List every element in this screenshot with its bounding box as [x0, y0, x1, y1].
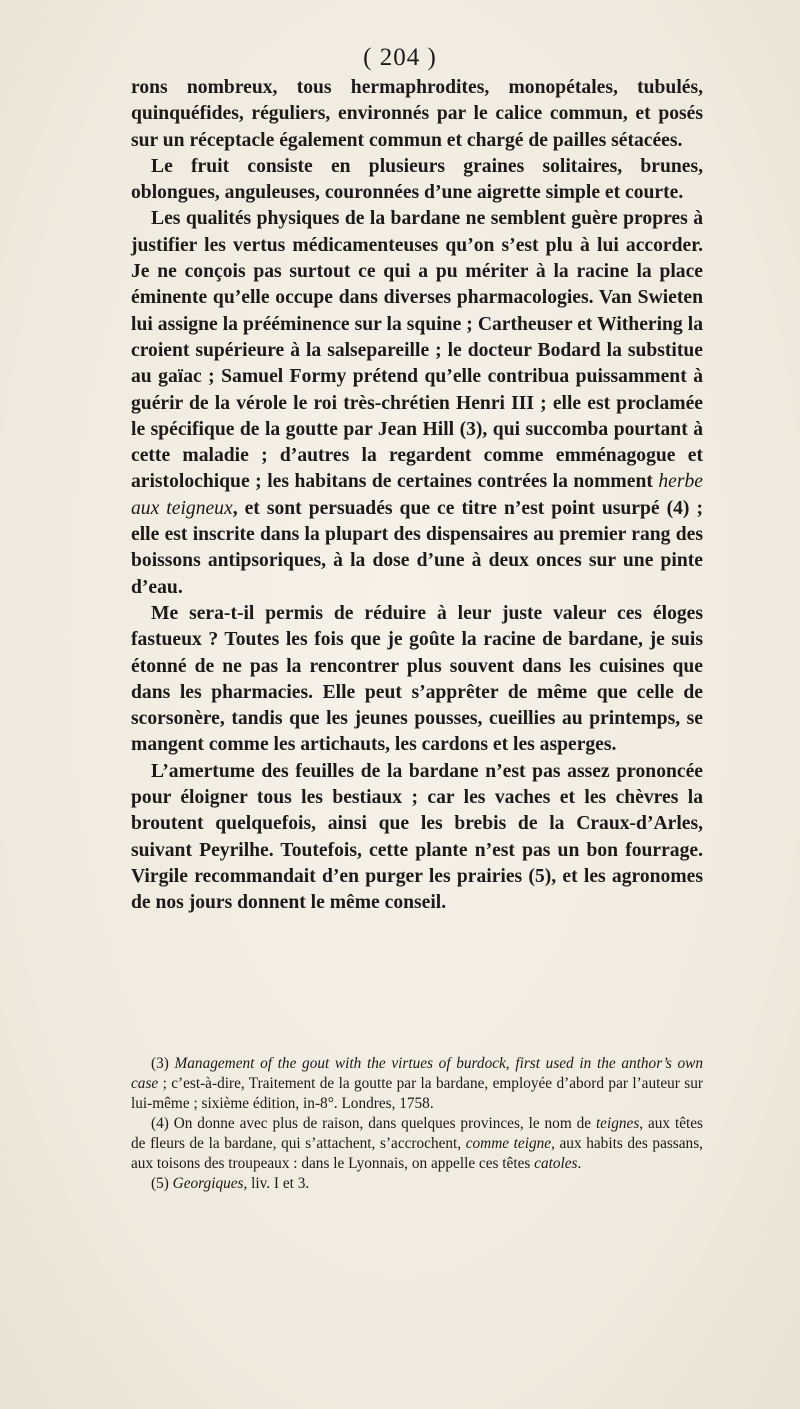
- italic-text: teignes: [595, 1115, 640, 1132]
- footnote: [131, 1054, 703, 1114]
- text-run: , aux têtes de fleurs de la bardane, qui s’attachent, s’accrochent,: [131, 1115, 703, 1152]
- footnote: [131, 1174, 703, 1194]
- text-run: rons nombreux, tous hermaphrodites, monopétales, tubulés, quinquéfides, réguliers, environnés par le calice commun, et posés sur un réceptacle également commun et chargé de pailles sétacées.: [131, 77, 703, 151]
- italic-text: comme teigne: [465, 1135, 552, 1152]
- text-run: L’amertume des feuilles de la bardane n’est pas assez prononcée pour éloigner tous les bestiaux ; car les vaches et les chèvres la broutent quelquefois, ainsi que les brebis de la Craux-d’Arles, suivant Peyrilhe. Toutefois, cette plante n’est pas un bon fourrage. Virgile recommandait d’en purger les prairies (5), et les agronomes de nos jours donnent le même conseil.: [131, 760, 703, 914]
- text-run: ; c’est-à-dire, Traitement de la goutte par la bardane, employée d’abord par l’auteur sur lui-même ; sixième édition, in-8°. Londres, 1758.: [131, 1075, 703, 1112]
- text-run: Les qualités physiques de la bardane ne semblent guère propres à justifier les vertus médicamenteuses qu’on s’est plu à lui accorder. Je ne conçois pas surtout ce qui a pu mériter à la racine la place éminente qu’elle occupe dans diverses pharmacologies. Van Swieten lui assigne la prééminence sur la squine ; Cartheuser et Withering la croient supérieure à la salsepareille ; le docteur Bodard la substitue au gaïac ; Samuel Formy prétend qu’elle contribua puissamment à guérir de la vérole le roi très-chrétien Henri III ; elle est proclamée le spécifique de la goutte par Jean Hill (3), qui succomba pourtant à cette maladie ; d’autres la regardent comme emménagogue et aristolochique ; les habitans de certaines contrées la nomment: [131, 208, 703, 493]
- page-number: ( 204 ): [363, 44, 437, 71]
- italic-text: herbe aux teigneux: [131, 471, 703, 519]
- text-run: Le fruit consiste en plusieurs graines solitaires, brunes, oblongues, anguleuses, couronnées d’une aigrette simple et courte.: [131, 155, 703, 204]
- italic-text: Georgiques: [172, 1175, 244, 1192]
- text-run: (5): [151, 1175, 173, 1192]
- paragraph: [131, 154, 703, 207]
- paragraph: [131, 601, 703, 759]
- italic-text: catoles: [534, 1155, 578, 1172]
- paragraph: [131, 75, 703, 154]
- text-run: , aux habits des passans, aux toisons des troupeaux : dans le Lyonnais, on appelle ces têtes: [131, 1135, 703, 1172]
- text-run: (4) On donne avec plus de raison, dans quelques provinces, le nom de: [151, 1115, 596, 1132]
- text-run: Me sera-t-il permis de réduire à leur juste valeur ces éloges fastueux ? Toutes les fois que je goûte la racine de bardane, je suis étonné de ne pas la rencontrer plus souvent dans les cuisines que dans les pharmacies. Elle peut s’apprêter de même que celle de scorsonère, tandis que les jeunes pousses, cueillies au printemps, se mangent comme les artichauts, les cardons et les asperges.: [131, 602, 703, 756]
- paragraph: [131, 206, 703, 600]
- text-run: , et sont persuadés que ce titre n’est point usurpé (4) ; elle est inscrite dans la plupart des dispensaires au premier rang des boissons antipsoriques, à la dose d’une à deux onces sur une pinte d’eau.: [131, 497, 703, 598]
- text-run: , liv. I et 3.: [243, 1175, 310, 1192]
- main-text: [131, 75, 703, 917]
- text-run: (3): [151, 1055, 175, 1072]
- footnotes: [131, 1054, 703, 1194]
- italic-text: Management of the gout with the virtues of burdock, first used in the anthor’s own case: [131, 1055, 703, 1092]
- text-run: .: [577, 1155, 582, 1172]
- footnote: [131, 1114, 703, 1174]
- paragraph: [131, 759, 703, 917]
